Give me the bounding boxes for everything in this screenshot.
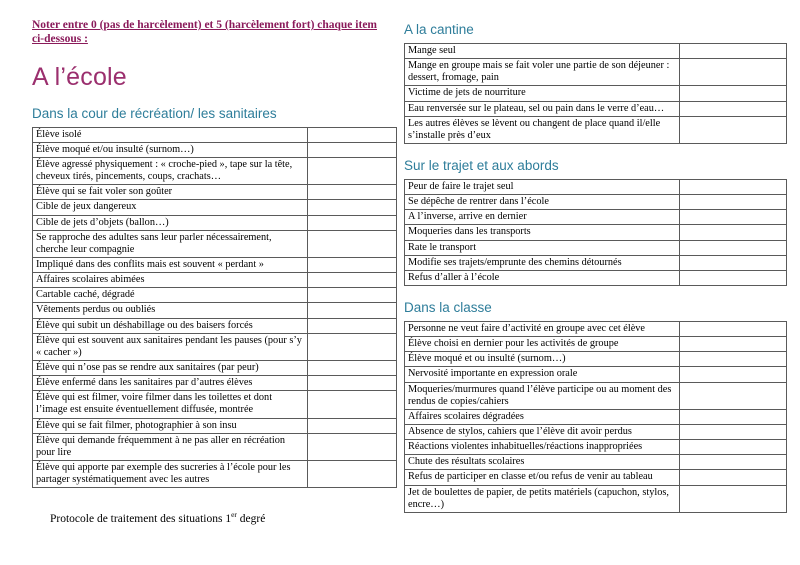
score-cell[interactable] <box>680 86 787 101</box>
item-label: Affaires scolaires dégradées <box>405 409 680 424</box>
table-row <box>33 215 397 230</box>
score-cell[interactable] <box>680 409 787 424</box>
score-cell[interactable] <box>308 460 397 487</box>
section-title-classe: Dans la classe <box>404 299 492 315</box>
table-row <box>33 200 397 215</box>
item-label: Eau renversée sur le plateau, sel ou pain dans le verre d’eau… <box>405 101 680 116</box>
table-row <box>405 101 787 116</box>
item-label: Moqueries dans les transports <box>405 225 680 240</box>
table-row <box>405 321 787 336</box>
table-row <box>405 424 787 439</box>
table-row <box>405 195 787 210</box>
table-row <box>33 230 397 257</box>
score-cell[interactable] <box>680 367 787 382</box>
item-label: Élève qui est souvent aux sanitaires pendant les pauses (pour s’y « cacher ») <box>33 333 308 360</box>
table-row <box>33 418 397 433</box>
score-cell[interactable] <box>308 333 397 360</box>
score-cell[interactable] <box>680 59 787 86</box>
page-title: A l’école <box>32 62 127 91</box>
left-column <box>14 8 386 525</box>
score-cell[interactable] <box>308 258 397 273</box>
score-cell[interactable] <box>680 382 787 409</box>
score-cell[interactable] <box>680 116 787 143</box>
score-cell[interactable] <box>308 376 397 391</box>
score-cell[interactable] <box>680 179 787 194</box>
table-row <box>405 485 787 512</box>
item-label: Élève qui demande fréquemment à ne pas aller en récréation pour lire <box>33 433 308 460</box>
table-row <box>33 127 397 142</box>
table-cantine <box>404 43 787 144</box>
score-cell[interactable] <box>680 255 787 270</box>
score-cell[interactable] <box>308 185 397 200</box>
table-row <box>405 59 787 86</box>
item-label: Cible de jets d’objets (ballon…) <box>33 215 308 230</box>
table-row <box>405 86 787 101</box>
item-label: Mange seul <box>405 44 680 59</box>
score-cell[interactable] <box>680 225 787 240</box>
table-row <box>33 318 397 333</box>
item-label: Refus d’aller à l’école <box>405 270 680 285</box>
table-row <box>33 303 397 318</box>
table-row <box>405 440 787 455</box>
table-row <box>33 142 397 157</box>
item-label: Élève isolé <box>33 127 308 142</box>
score-cell[interactable] <box>680 321 787 336</box>
item-label: Se dépêche de rentrer dans l’école <box>405 195 680 210</box>
item-label: Élève choisi en dernier pour les activités de groupe <box>405 337 680 352</box>
item-label: Nervosité importante en expression orale <box>405 367 680 382</box>
item-label: Cartable caché, dégradé <box>33 288 308 303</box>
item-label: Élève qui se fait voler son goûter <box>33 185 308 200</box>
item-label: Refus de participer en classe et/ou refus de venir au tableau <box>405 470 680 485</box>
score-cell[interactable] <box>308 273 397 288</box>
table-row <box>405 44 787 59</box>
section-title-cantine: A la cantine <box>404 22 474 37</box>
item-label: Élève qui n’ose pas se rendre aux sanitaires (par peur) <box>33 361 308 376</box>
score-cell[interactable] <box>680 101 787 116</box>
table-row <box>405 270 787 285</box>
score-cell[interactable] <box>308 288 397 303</box>
score-cell[interactable] <box>308 361 397 376</box>
score-cell[interactable] <box>680 352 787 367</box>
item-label: Jet de boulettes de papier, de petits matériels (capuchon, stylos, encre…) <box>405 485 680 512</box>
table-row <box>405 116 787 143</box>
table-row <box>33 288 397 303</box>
two-column-layout <box>14 8 786 525</box>
item-label: Élève moqué et ou insulté (surnom…) <box>405 352 680 367</box>
score-cell[interactable] <box>308 158 397 185</box>
table-row <box>33 433 397 460</box>
table-row <box>405 240 787 255</box>
item-label: Élève moqué et/ou insulté (surnom…) <box>33 142 308 157</box>
table-row <box>33 391 397 418</box>
score-cell[interactable] <box>308 318 397 333</box>
table-row <box>405 455 787 470</box>
table-row <box>33 273 397 288</box>
item-label: Modifie ses trajets/emprunte des chemins détournés <box>405 255 680 270</box>
item-label: Moqueries/murmures quand l’élève participe ou au moment des rendus de copies/cahiers <box>405 382 680 409</box>
score-cell[interactable] <box>680 485 787 512</box>
score-cell[interactable] <box>308 142 397 157</box>
item-label: Vêtements perdus ou oubliés <box>33 303 308 318</box>
item-label: Les autres élèves se lèvent ou changent de place quand il/elle s’installe près d’eux <box>405 116 680 143</box>
score-cell[interactable] <box>680 240 787 255</box>
score-cell[interactable] <box>308 215 397 230</box>
score-cell[interactable] <box>680 210 787 225</box>
item-label: Réactions violentes inhabituelles/réactions inappropriées <box>405 440 680 455</box>
item-label: Se rapproche des adultes sans leur parler nécessairement, cherche leur compagnie <box>33 230 308 257</box>
score-cell[interactable] <box>680 270 787 285</box>
item-label: Affaires scolaires abimées <box>33 273 308 288</box>
table-row <box>405 470 787 485</box>
footer-note-tail: degré <box>236 513 266 526</box>
table-row <box>405 255 787 270</box>
table-row <box>33 185 397 200</box>
section-title-cour: Dans la cour de récréation/ les sanitaires <box>32 105 277 121</box>
table-trajet <box>404 179 787 286</box>
item-label: A l’inverse, arrive en dernier <box>405 210 680 225</box>
item-label: Absence de stylos, cahiers que l’élève dit avoir perdus <box>405 424 680 439</box>
item-label: Élève agressé physiquement : « croche-pied », tape sur la tête, cheveux tirés, pincements, coups, crachats… <box>33 158 308 185</box>
score-cell[interactable] <box>680 337 787 352</box>
score-cell[interactable] <box>308 391 397 418</box>
score-cell[interactable] <box>680 195 787 210</box>
item-label: Victime de jets de nourriture <box>405 86 680 101</box>
table-row <box>405 337 787 352</box>
table-row <box>33 333 397 360</box>
item-label: Élève qui est filmer, voire filmer dans les toilettes et dont l’image est ensuite éventuellement diffusée, montrée <box>33 391 308 418</box>
item-label: Élève qui subit un déshabillage ou des baisers forcés <box>33 318 308 333</box>
table-row <box>405 409 787 424</box>
score-cell[interactable] <box>680 424 787 439</box>
table-row <box>33 376 397 391</box>
table-row <box>405 210 787 225</box>
item-label: Impliqué dans des conflits mais est souvent « perdant » <box>33 258 308 273</box>
score-cell[interactable] <box>308 418 397 433</box>
table-row <box>405 367 787 382</box>
table-row <box>405 225 787 240</box>
footer-note-text: Protocole de traitement des situations 1 <box>50 513 232 526</box>
right-column <box>402 8 774 513</box>
score-cell[interactable] <box>308 200 397 215</box>
item-label: Chute des résultats scolaires <box>405 455 680 470</box>
footer-note-ordinal: er <box>231 510 237 520</box>
item-label: Élève enfermé dans les sanitaires par d’autres élèves <box>33 376 308 391</box>
score-cell[interactable] <box>308 433 397 460</box>
item-label: Peur de faire le trajet seul <box>405 179 680 194</box>
score-cell[interactable] <box>680 440 787 455</box>
footer-note <box>50 510 386 525</box>
item-label: Rate le transport <box>405 240 680 255</box>
score-cell[interactable] <box>680 470 787 485</box>
score-cell[interactable] <box>680 455 787 470</box>
table-row <box>405 352 787 367</box>
score-cell[interactable] <box>680 44 787 59</box>
item-label: Mange en groupe mais se fait voler une partie de son déjeuner : dessert, fromage, pain <box>405 59 680 86</box>
table-row <box>405 179 787 194</box>
rating-instruction: Noter entre 0 (pas de harcèlement) et 5 (harcèlement fort) chaque item ci-dessous : <box>32 19 377 46</box>
table-row <box>33 158 397 185</box>
table-row <box>33 361 397 376</box>
item-label: Élève qui se fait filmer, photographier à son insu <box>33 418 308 433</box>
table-classe <box>404 321 787 513</box>
item-label: Cible de jeux dangereux <box>33 200 308 215</box>
item-label: Élève qui apporte par exemple des sucreries à l’école pour les partager systématiquement avec les autres <box>33 460 308 487</box>
score-cell[interactable] <box>308 230 397 257</box>
score-cell[interactable] <box>308 303 397 318</box>
item-label: Personne ne veut faire d’activité en groupe avec cet élève <box>405 321 680 336</box>
table-row <box>33 258 397 273</box>
section-title-trajet: Sur le trajet et aux abords <box>404 157 559 173</box>
score-cell[interactable] <box>308 127 397 142</box>
table-row <box>33 460 397 487</box>
table-cour <box>32 127 397 489</box>
table-row <box>405 382 787 409</box>
